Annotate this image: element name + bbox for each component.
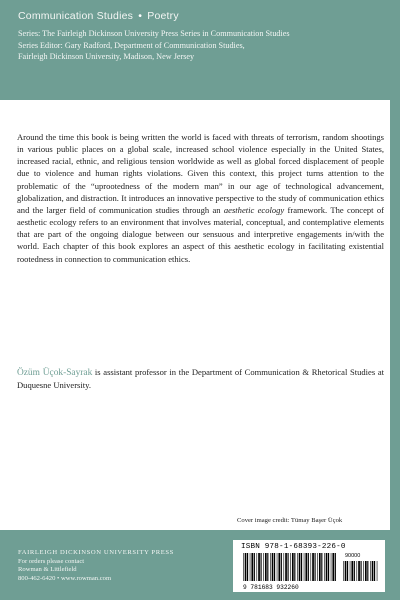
side-accent-strip (390, 100, 400, 530)
barcode-bar (292, 553, 294, 581)
barcode-bar (297, 553, 298, 581)
distributor-contact: 800-462-6420 • www.rowman.com (18, 574, 112, 582)
barcode-bar (274, 553, 275, 581)
subject-categories (18, 10, 388, 22)
barcode-bar (345, 561, 347, 581)
barcode-digits: 9 781683 932260 (243, 584, 299, 591)
barcode-bar (357, 561, 358, 581)
barcode-bar (245, 553, 247, 581)
bullet-separator: • (138, 10, 143, 22)
barcode-bar (358, 561, 360, 581)
barcode-bar (324, 553, 325, 581)
barcode-bar (319, 553, 321, 581)
barcode-bar (285, 553, 287, 581)
description-part-2: framework. The concept of aesthetic ecology refers to an environment that involves material, conceptual, and contemplative elements that are part of the ongoing dialogue between our sensuous and interpretive engagements in/with the world. Each chapter of this book explores an aspect of this aesthetic ecology in facilitating existential rootedness in connection to communication ethics. (17, 204, 384, 264)
orders-label: For orders please contact (18, 557, 85, 565)
barcode-bar (284, 553, 285, 581)
barcode-bar (294, 553, 295, 581)
barcode-bar (277, 553, 278, 581)
barcode-bar (354, 561, 355, 581)
barcode-bar (267, 553, 268, 581)
barcode-bar (372, 561, 374, 581)
barcode-bar (328, 553, 329, 581)
book-description (17, 131, 384, 265)
barcode-bar (243, 553, 244, 581)
barcode-bar (308, 553, 309, 581)
barcode-box (233, 540, 385, 592)
author-bio-text: is assistant professor in the Department of Communication & Rhetorical Studies at Duquesne University. (17, 367, 385, 391)
barcode-bar (335, 553, 336, 581)
publisher-name: FAIRLEIGH DICKINSON UNIVERSITY PRESS (18, 549, 174, 556)
author-name: Özüm Üçok-Sayrak (17, 368, 93, 378)
publisher-info (18, 549, 218, 583)
barcode-bar (304, 553, 305, 581)
isbn-number: ISBN 978-1-68393-226-0 (241, 543, 346, 551)
barcode-bar (351, 561, 353, 581)
barcode-bar (247, 553, 248, 581)
series-editor: Series Editor: Gary Radford, Department of Communication Studies, (18, 40, 245, 50)
barcode-bar (299, 553, 301, 581)
addon-barcode-bars (343, 561, 377, 581)
barcode-bar (301, 553, 302, 581)
barcode-bar (370, 561, 371, 581)
barcode-bar (305, 553, 307, 581)
barcode-bar (288, 553, 289, 581)
barcode-bar (265, 553, 267, 581)
series-info (18, 28, 388, 63)
barcode-bar (258, 553, 260, 581)
price-code: 90000 (345, 553, 361, 559)
barcode-bar (281, 553, 282, 581)
author-bio (17, 366, 384, 391)
barcode-bar (272, 553, 274, 581)
barcode-bar (377, 561, 378, 581)
barcode-bar (254, 553, 255, 581)
description-emphasis: aesthetic ecology (223, 204, 285, 215)
barcode-bar (263, 553, 264, 581)
description-part-1: Around the time this book is being written the world is faced with threats of terrorism, random shootings in various public places on a global scale, increased school violence especially in the United States, increased racial, ethnic, and religious tension worldwide as well as global forced displacement of people due to violence and human rights violations. Given this context, this project turns attention to the problematic of the “uprootedness of the modern man” in our age of technological advancement, globalization, and distraction. It introduces an innovative perspective to the study of communication ethics and the larger field of communication studies through an (17, 132, 384, 215)
subject-communication-studies: Communication Studies (18, 10, 134, 22)
barcode-bar (261, 553, 262, 581)
barcode-bar (278, 553, 280, 581)
barcode-bar (361, 561, 362, 581)
barcode-bar (331, 553, 332, 581)
barcode-bar (315, 553, 316, 581)
main-barcode-bars (243, 553, 336, 581)
header-panel (0, 0, 400, 100)
barcode-bar (257, 553, 258, 581)
cover-image-credit (237, 517, 387, 524)
subject-poetry: Poetry (147, 10, 179, 22)
barcode-bar (347, 561, 348, 581)
barcode-bar (326, 553, 328, 581)
barcode-bar (317, 553, 318, 581)
barcode-bar (367, 561, 368, 581)
barcode-bar (311, 553, 312, 581)
series-title: Series: The Fairleigh Dickinson University Press Series in Communication Studies (18, 29, 290, 38)
barcode-bar (321, 553, 322, 581)
credit-name: Tümay Başer Üçok (290, 517, 343, 524)
credit-label: Cover image credit: (237, 517, 290, 524)
barcode-bar (270, 553, 271, 581)
series-editor-affiliation: Fairleigh Dickinson University, Madison, New Jersey (18, 52, 195, 61)
barcode-bar (332, 553, 334, 581)
distributor-name: Rowman & Littlefield (18, 566, 77, 574)
barcode-bar (343, 561, 344, 581)
barcode-bar (251, 553, 253, 581)
barcode-bar (250, 553, 251, 581)
barcode-bar (363, 561, 364, 581)
barcode-bar (374, 561, 375, 581)
barcode-bar (365, 561, 367, 581)
barcode-bar (290, 553, 291, 581)
barcode-bar (312, 553, 314, 581)
barcode-bar (350, 561, 351, 581)
